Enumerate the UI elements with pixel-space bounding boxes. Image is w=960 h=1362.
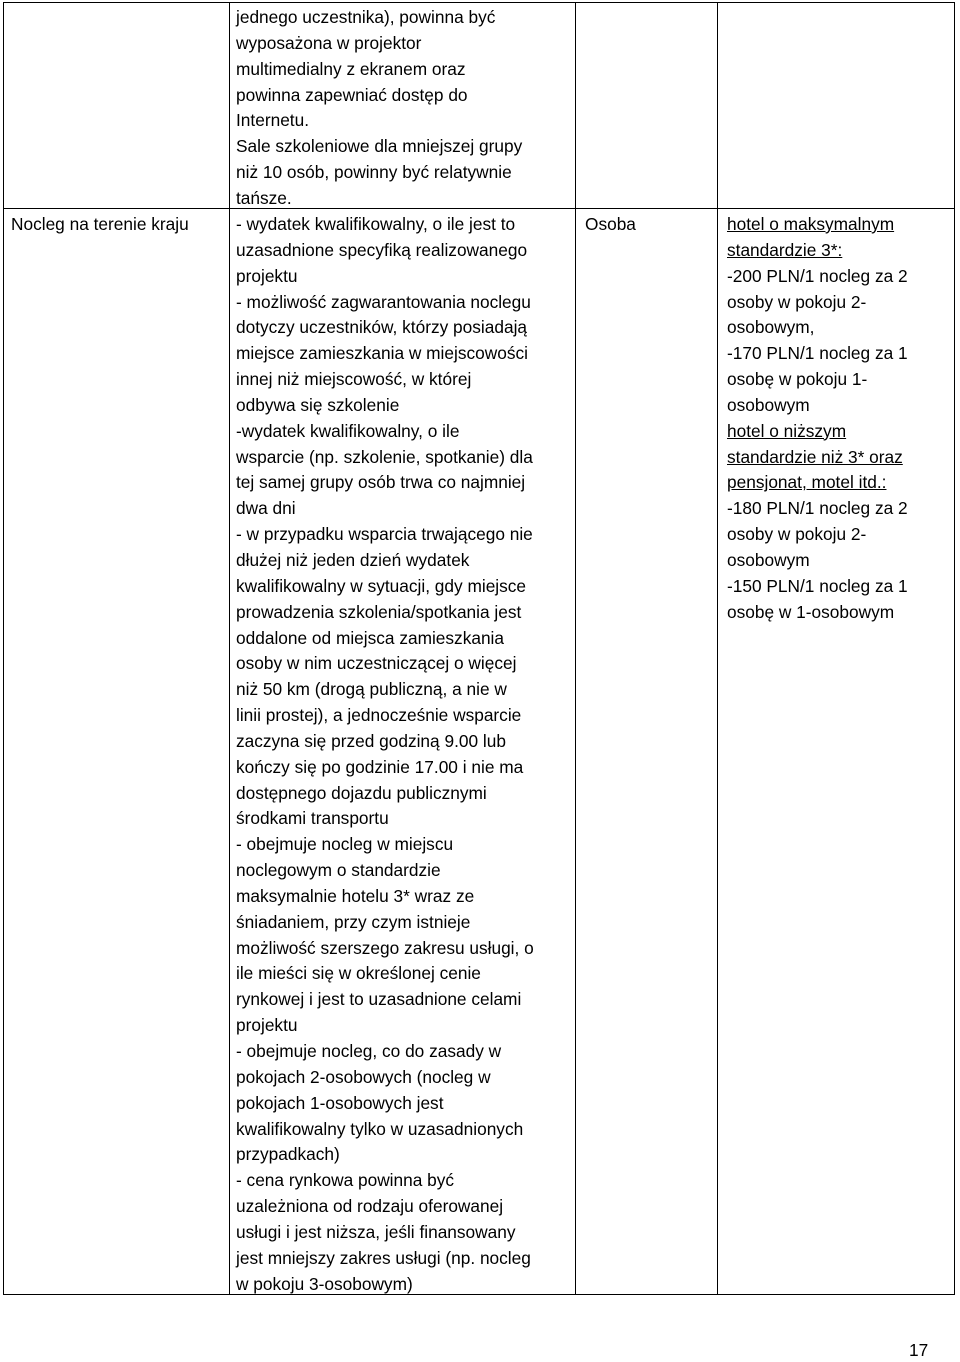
description-line: noclegowym o standardzie xyxy=(236,860,441,881)
description-line: tej samej grupy osób trwa co najmniej xyxy=(236,472,526,493)
description-line: kwalifikowalny tylko w uzasadnionych xyxy=(236,1118,524,1139)
table-column-divider xyxy=(717,2,718,1295)
category-cell: Nocleg na terenie kraju xyxy=(11,214,189,234)
description-line: śniadaniem, przy czym istnieje xyxy=(236,911,471,932)
description-line: powinna zapewniać dostęp do xyxy=(236,84,468,105)
description-line: ile mieści się w określonej cenie xyxy=(236,963,481,984)
price-line: -170 PLN/1 nocleg za 1 xyxy=(727,343,908,364)
price-line: osobowym xyxy=(727,394,810,415)
price-line: hotel o maksymalnym xyxy=(727,214,895,234)
price-line: -200 PLN/1 nocleg za 2 xyxy=(727,265,908,286)
description-line: - obejmuje nocleg, co do zasady w xyxy=(236,1041,502,1061)
price-line: osoby w pokoju 2- xyxy=(727,291,867,312)
price-line: osoby w pokoju 2- xyxy=(727,524,867,545)
price-line: osobowym xyxy=(727,549,810,570)
description-line: dłużej niż jeden dzień wydatek xyxy=(236,549,470,570)
description-line: wyposażona w projektor xyxy=(236,32,422,53)
description-line: dotyczy uczestników, którzy posiadają xyxy=(236,317,528,338)
table-border-left xyxy=(3,2,4,1295)
description-line: niż 50 km (drogą publiczną, a nie w xyxy=(236,679,507,700)
nocleg-description xyxy=(236,212,534,1297)
description-line: oddalone od miejsca zamieszkania xyxy=(236,627,505,648)
description-line: niż 10 osób, powinny być relatywnie xyxy=(236,162,512,183)
price-line: osobę w pokoju 1- xyxy=(727,369,868,390)
description-line: Sale szkoleniowe dla mniejszej grupy xyxy=(236,136,523,157)
page-number: 17 xyxy=(909,1340,929,1360)
pricing-table xyxy=(3,2,955,1295)
description-line: prowadzenia szkolenia/spotkania jest xyxy=(236,601,522,622)
description-line: jednego uczestnika), powinna być xyxy=(236,7,496,27)
description-line: pokojach 1-osobowych jest xyxy=(236,1092,444,1113)
description-line: możliwość szerszego zakresu usługi, o xyxy=(236,937,534,958)
description-line: tańsze. xyxy=(236,187,292,208)
table-border-right xyxy=(954,2,955,1295)
description-line: jest mniejszy zakres usługi (np. nocleg xyxy=(236,1247,531,1268)
description-line: maksymalnie hotelu 3* wraz ze xyxy=(236,885,475,906)
description-line: multimedialny z ekranem oraz xyxy=(236,58,466,79)
description-line: zaczyna się przed godziną 9.00 lub xyxy=(236,730,506,751)
description-line: uzasadnione specyfiką realizowanego xyxy=(236,239,528,260)
table-column-divider xyxy=(575,2,576,1295)
table-column-divider xyxy=(229,2,230,1295)
description-line: miejsce zamieszkania w miejscowości xyxy=(236,343,528,364)
description-line: dwa dni xyxy=(236,498,296,519)
price-line: standardzie niż 3* oraz xyxy=(727,446,903,467)
description-line: odbywa się szkolenie xyxy=(236,394,400,415)
price-line: pensjonat, motel itd.: xyxy=(727,472,887,493)
description-line: pokojach 2-osobowych (nocleg w xyxy=(236,1066,491,1087)
description-line: - obejmuje nocleg w miejscu xyxy=(236,834,454,855)
description-line: projektu xyxy=(236,1015,298,1036)
description-line: środkami transportu xyxy=(236,808,389,829)
description-line: usługi i jest niższa, jeśli finansowany xyxy=(236,1221,516,1242)
description-line: linii prostej), a jednocześnie wsparcie xyxy=(236,705,522,726)
description-line: rynkowej i jest to uzasadnione celami xyxy=(236,989,522,1010)
description-line: - cena rynkowa powinna być xyxy=(236,1170,455,1191)
price-limits-cell xyxy=(727,212,908,626)
description-line: projektu xyxy=(236,265,298,286)
price-line: hotel o niższym xyxy=(727,420,847,441)
price-line: standardzie 3*: xyxy=(727,239,843,260)
description-line: dostępnego dojazdu publicznymi xyxy=(236,782,487,803)
description-line: osoby w nim uczestniczącej o więcej xyxy=(236,653,517,674)
description-line: uzależniona od rodzaju oferowanej xyxy=(236,1196,504,1217)
description-line: -wydatek kwalifikowalny, o ile xyxy=(236,420,460,441)
description-line: kończy się po godzinie 17.00 i nie ma xyxy=(236,756,524,777)
description-line: - wydatek kwalifikowalny, o ile jest to xyxy=(236,214,516,234)
description-line: innej niż miejscowość, w której xyxy=(236,369,472,390)
description-line: wsparcie (np. szkolenie, spotkanie) dla xyxy=(236,446,533,467)
description-line: przypadkach) xyxy=(236,1144,340,1165)
price-line: -180 PLN/1 nocleg za 2 xyxy=(727,498,908,519)
description-line: kwalifikowalny w sytuacji, gdy miejsce xyxy=(236,575,527,596)
unit-cell: Osoba xyxy=(585,214,636,234)
price-line: -150 PLN/1 nocleg za 1 xyxy=(727,575,908,596)
price-line: osobowym, xyxy=(727,317,815,338)
description-line: - w przypadku wsparcia trwającego nie xyxy=(236,524,533,545)
previous-row-description xyxy=(236,5,522,212)
price-line: osobę w 1-osobowym xyxy=(727,601,895,622)
description-line: Internetu. xyxy=(236,110,310,131)
description-line: w pokoju 3-osobowym) xyxy=(236,1273,413,1294)
table-border-top xyxy=(3,2,955,3)
description-line: - możliwość zagwarantowania noclegu xyxy=(236,291,531,312)
